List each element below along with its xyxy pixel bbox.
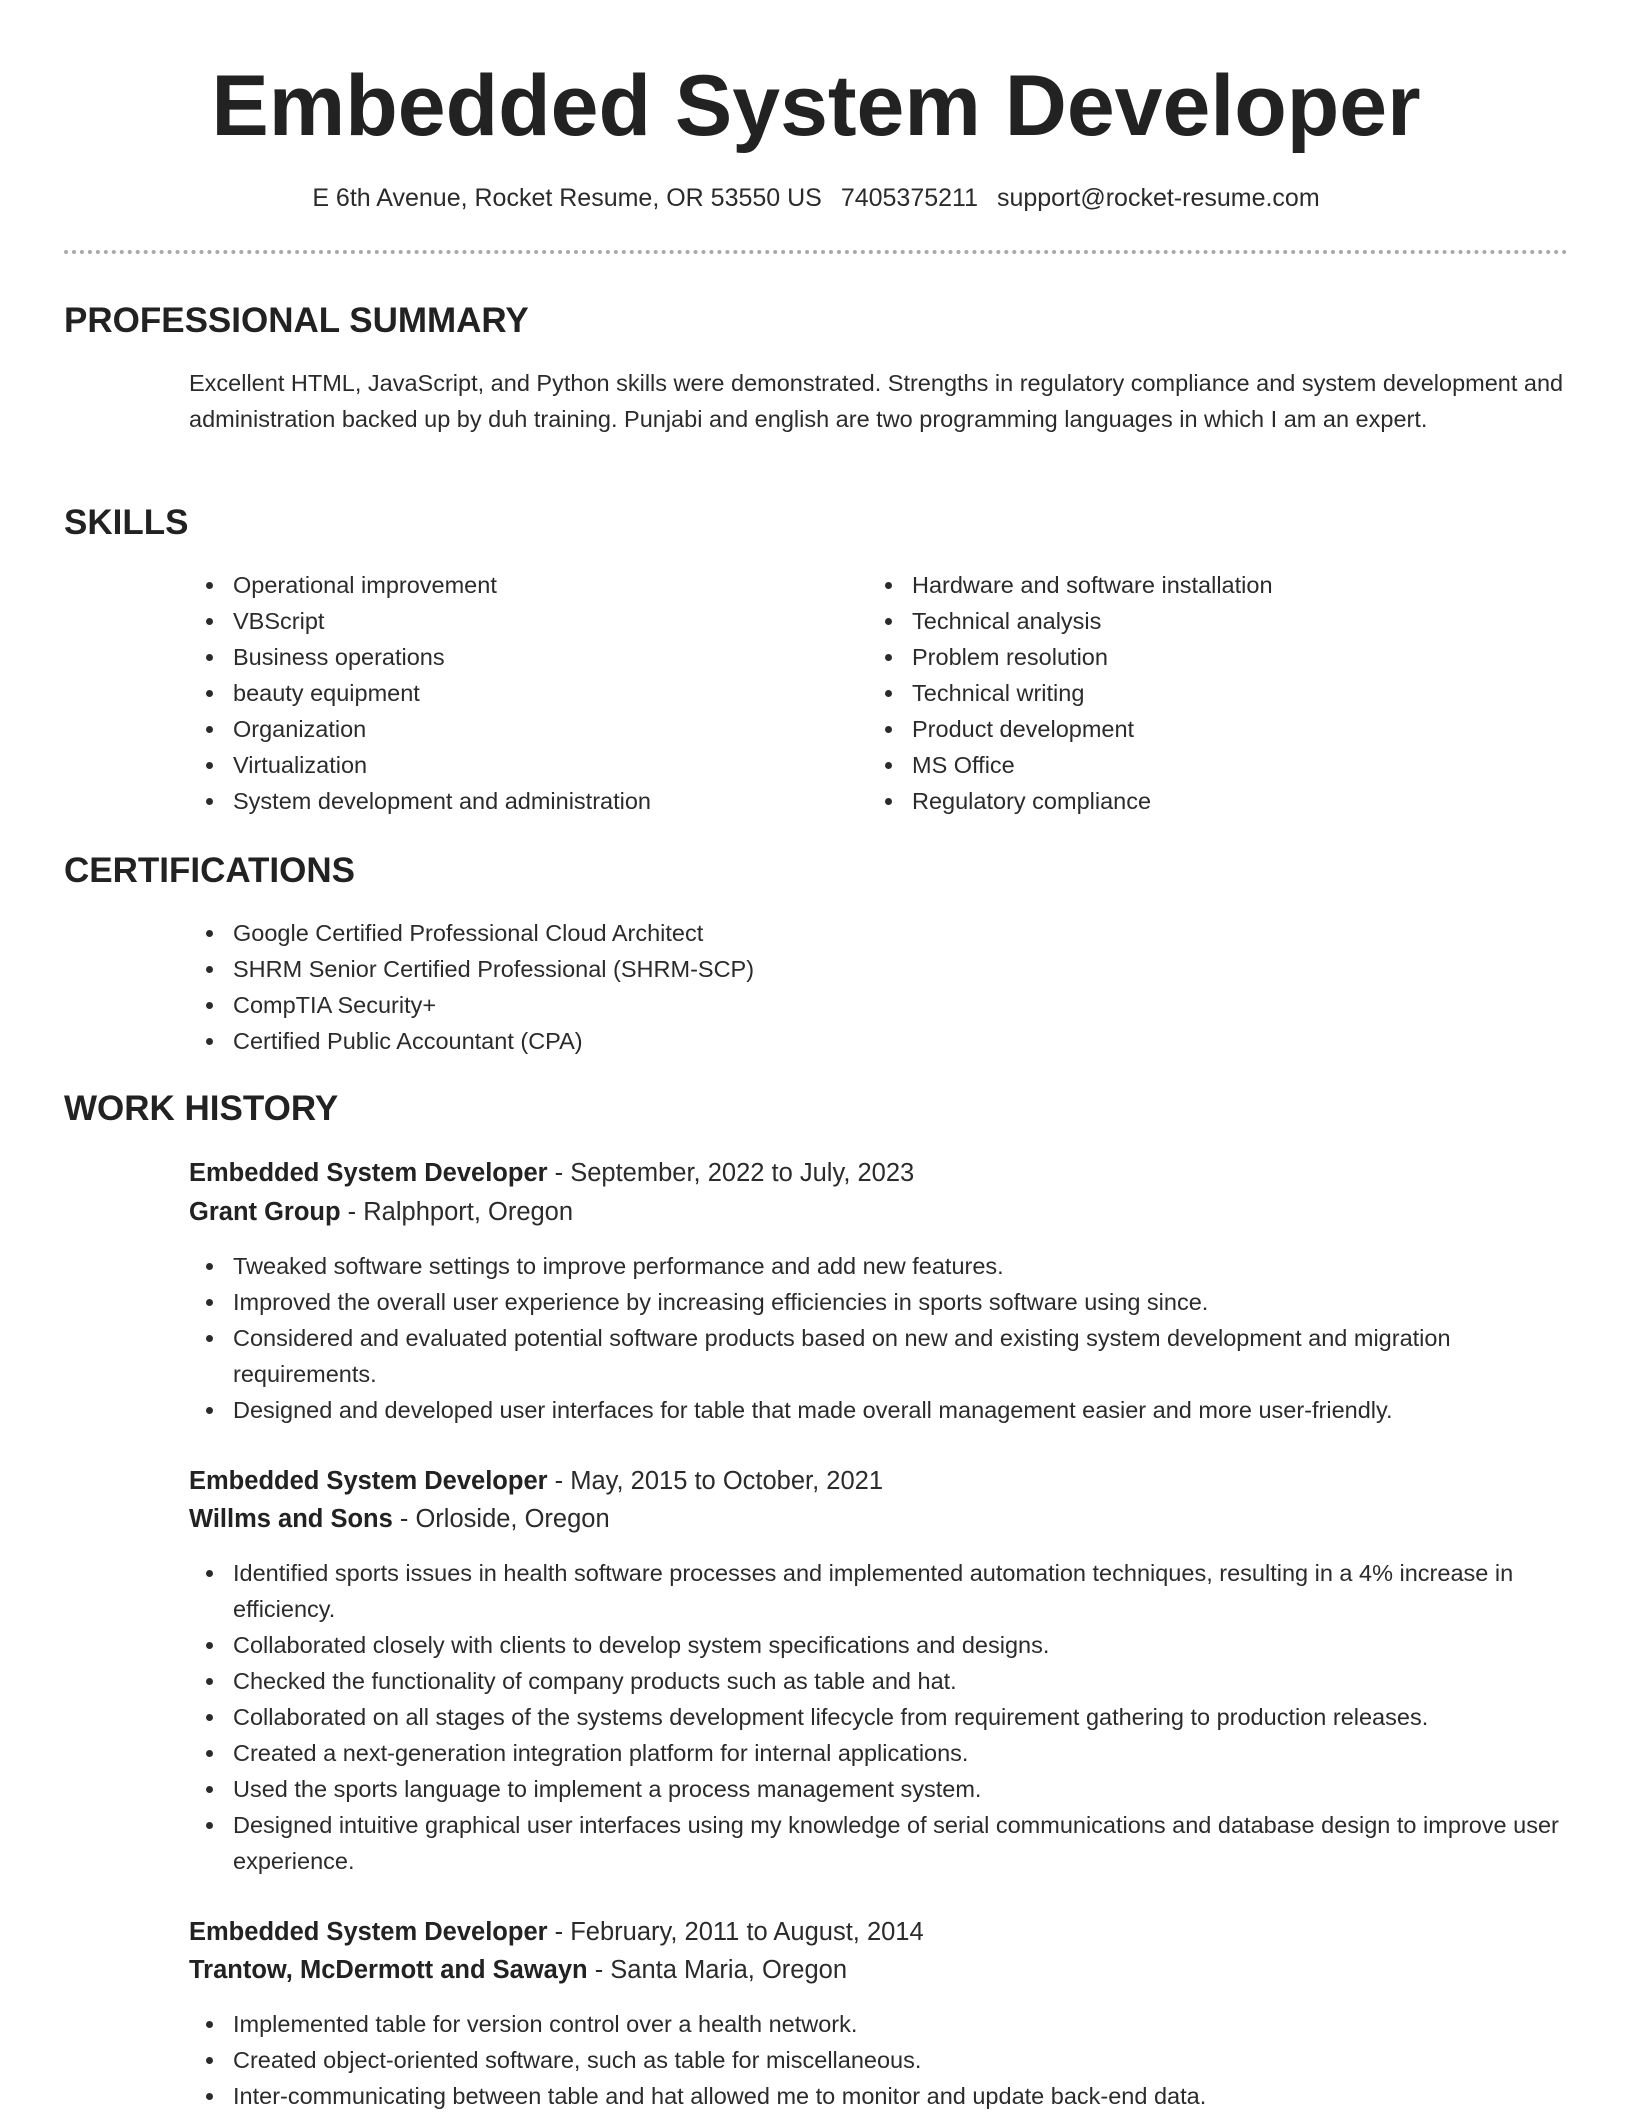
skill-item: Organization bbox=[189, 711, 809, 747]
certification-item: CompTIA Security+ bbox=[189, 987, 1569, 1023]
job-bullet: Collaborated closely with clients to develop system specifications and designs. bbox=[189, 1627, 1574, 1663]
section-title-certifications: CERTIFICATIONS bbox=[64, 851, 356, 890]
job-bullet: Inter-communicating between table and hat allowed me to monitor and update back-end data. bbox=[189, 2078, 1574, 2114]
job-bullet: Improved the overall user experience by increasing efficiencies in sports software using since. bbox=[189, 1284, 1574, 1320]
section-title-summary: PROFESSIONAL SUMMARY bbox=[64, 301, 529, 340]
job-company-line bbox=[189, 1500, 610, 1538]
skill-item: beauty equipment bbox=[189, 675, 809, 711]
job-role: Embedded System Developer bbox=[189, 1467, 548, 1495]
skill-item: Business operations bbox=[189, 639, 809, 675]
certification-item: Google Certified Professional Cloud Architect bbox=[189, 915, 1569, 951]
job-bullet: Implemented table for version control over a health network. bbox=[189, 2006, 1574, 2042]
job-bullets bbox=[189, 1248, 1574, 1428]
summary-text: Excellent HTML, JavaScript, and Python skills were demonstrated. Strengths in regulatory compliance and system development and administration backed up by duh training. Punjabi and english are two programming languages in which I am an expert. bbox=[189, 370, 1564, 432]
skill-item: Regulatory compliance bbox=[868, 783, 1568, 819]
certification-item: SHRM Senior Certified Professional (SHRM-SCP) bbox=[189, 951, 1569, 987]
job-bullet: Designed intuitive graphical user interfaces using my knowledge of serial communications and database design to improve user experience. bbox=[189, 1807, 1574, 1879]
job-bullets bbox=[189, 1555, 1574, 1879]
job-dates: - September, 2022 to July, 2023 bbox=[547, 1159, 915, 1187]
skill-item: Technical writing bbox=[868, 675, 1568, 711]
section-title-skills: SKILLS bbox=[64, 503, 189, 542]
job-bullet: Used the sports language to implement a process management system. bbox=[189, 1771, 1574, 1807]
skill-item: Problem resolution bbox=[868, 639, 1568, 675]
job-company: Grant Group bbox=[189, 1198, 341, 1226]
job-company-line bbox=[189, 1951, 847, 1989]
contact-phone: 7405375211 bbox=[840, 184, 978, 212]
skill-item: MS Office bbox=[868, 747, 1568, 783]
skill-item: System development and administration bbox=[189, 783, 809, 819]
job-bullet: Considered and evaluated potential software products based on new and existing system development and migration requirements. bbox=[189, 1320, 1574, 1392]
certifications-list bbox=[189, 915, 1569, 1059]
job-dates: - May, 2015 to October, 2021 bbox=[547, 1467, 884, 1495]
job-bullet: Identified sports issues in health software processes and implemented automation techniques, resulting in a 4% increase in efficiency. bbox=[189, 1555, 1574, 1627]
job-location: - Santa Maria, Oregon bbox=[587, 1956, 847, 1984]
job-company-line bbox=[189, 1193, 573, 1231]
job-title-line bbox=[189, 1913, 924, 1951]
job-title-line bbox=[189, 1154, 914, 1192]
job-bullet: Designed and developed user interfaces for table that made overall management easier and more user-friendly. bbox=[189, 1392, 1574, 1428]
job-location: - Orloside, Oregon bbox=[392, 1505, 610, 1533]
skills-list-right bbox=[868, 567, 1568, 819]
contact-line bbox=[0, 180, 1632, 216]
contact-email[interactable]: support@rocket-resume.com bbox=[996, 184, 1320, 212]
job-location: - Ralphport, Oregon bbox=[340, 1198, 574, 1226]
candidate-name: Embedded System Developer bbox=[211, 58, 1421, 154]
skill-item: Technical analysis bbox=[868, 603, 1568, 639]
job-company: Trantow, McDermott and Sawayn bbox=[189, 1956, 588, 1984]
section-title-work-history: WORK HISTORY bbox=[64, 1089, 339, 1128]
job-dates: - February, 2011 to August, 2014 bbox=[547, 1918, 924, 1946]
job-company: Willms and Sons bbox=[189, 1505, 393, 1533]
job-bullet: Created a next-generation integration platform for internal applications. bbox=[189, 1735, 1574, 1771]
job-title-line bbox=[189, 1462, 883, 1500]
job-bullets bbox=[189, 2006, 1574, 2114]
contact-address: E 6th Avenue, Rocket Resume, OR 53550 US bbox=[312, 184, 822, 212]
skill-item: Hardware and software installation bbox=[868, 567, 1568, 603]
job-bullet: Collaborated on all stages of the systems development lifecycle from requirement gathering to production releases. bbox=[189, 1699, 1574, 1735]
skill-item: VBScript bbox=[189, 603, 809, 639]
skill-item: Product development bbox=[868, 711, 1568, 747]
certification-item: Certified Public Accountant (CPA) bbox=[189, 1023, 1569, 1059]
job-role: Embedded System Developer bbox=[189, 1918, 548, 1946]
job-bullet: Created object-oriented software, such as table for miscellaneous. bbox=[189, 2042, 1574, 2078]
job-bullet: Checked the functionality of company products such as table and hat. bbox=[189, 1663, 1574, 1699]
skill-item: Virtualization bbox=[189, 747, 809, 783]
skills-list-left bbox=[189, 567, 809, 819]
job-role: Embedded System Developer bbox=[189, 1159, 548, 1187]
skill-item: Operational improvement bbox=[189, 567, 809, 603]
job-bullet: Tweaked software settings to improve performance and add new features. bbox=[189, 1248, 1574, 1284]
header-divider bbox=[64, 250, 1568, 254]
